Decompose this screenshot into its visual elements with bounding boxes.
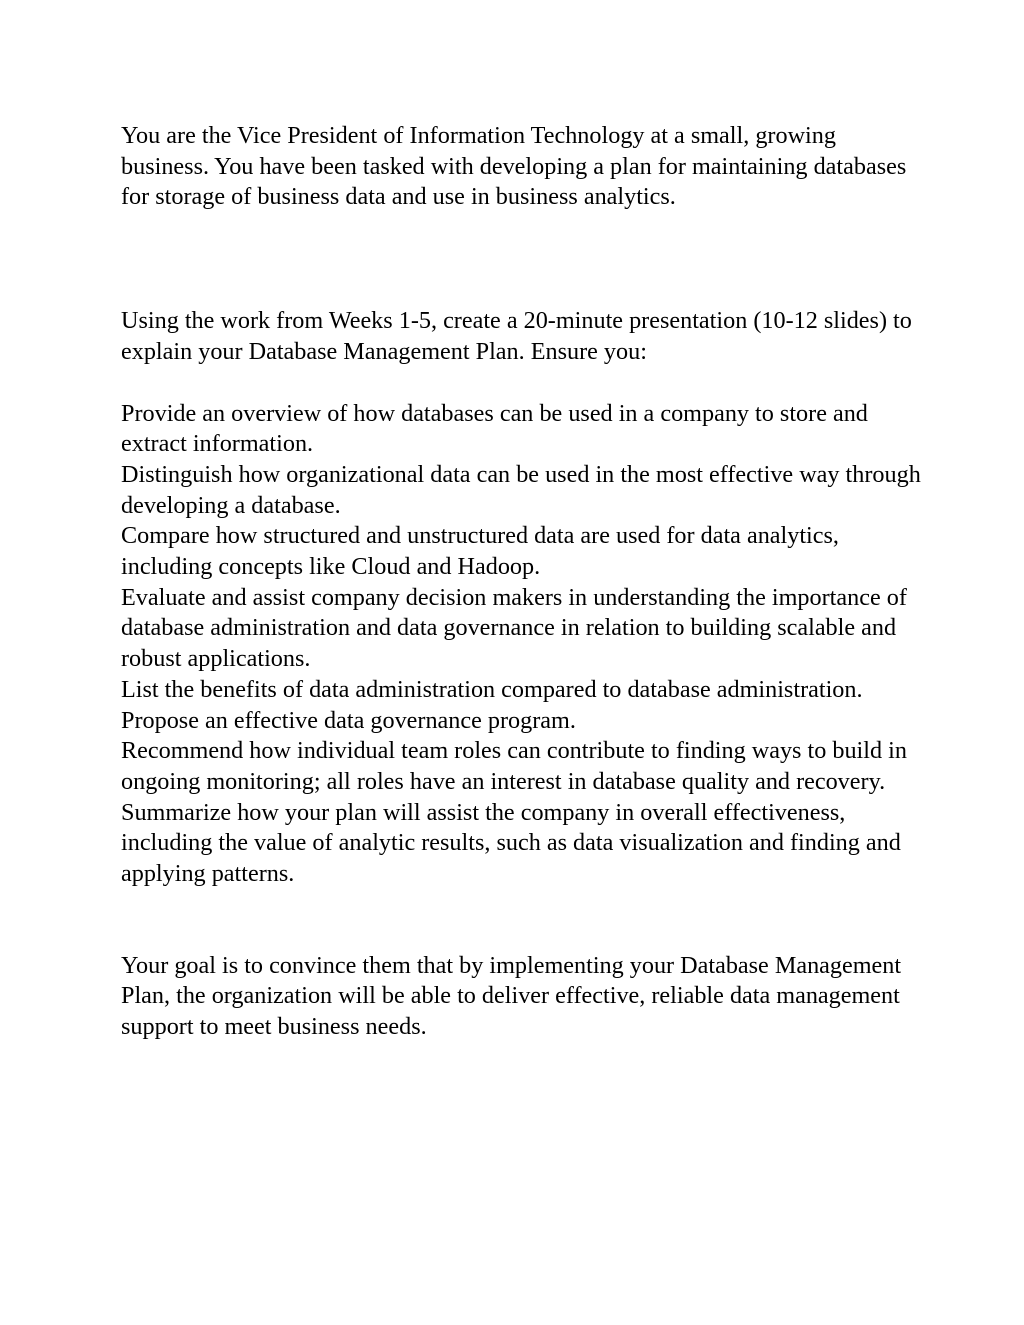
requirement-item: Distinguish how organizational data can be used in the most effective way through developing a database. xyxy=(121,460,921,519)
requirement-item: Provide an overview of how databases can be used in a company to store and extract information. xyxy=(121,399,868,458)
goal-paragraph: Your goal is to convince them that by implementing your Database Management Plan, the organization will be able to deliver effective, reliable data management support to meet business needs. xyxy=(121,951,902,1041)
document-body xyxy=(121,121,921,1043)
instructions-paragraph: Using the work from Weeks 1-5, create a 20-minute presentation (10-12 slides) to explain your Database Management Plan. Ensure you: xyxy=(121,307,912,365)
spacer xyxy=(121,890,921,951)
requirement-item: Propose an effective data governance program. xyxy=(121,706,576,734)
requirement-item: Compare how structured and unstructured data are used for data analytics, including concepts like Cloud and Hadoop. xyxy=(121,522,839,581)
requirement-item: Evaluate and assist company decision makers in understanding the importance of database administration and data governance in relation to building scalable and robust applications. xyxy=(121,583,907,673)
requirement-item: List the benefits of data administration compared to database administration. xyxy=(121,675,863,703)
requirement-item: Summarize how your plan will assist the company in overall effectiveness, including the value of analytic results, such as data visualization and finding and applying patterns. xyxy=(121,798,901,888)
requirement-item: Recommend how individual team roles can contribute to finding ways to build in ongoing monitoring; all roles have an interest in database quality and recovery. xyxy=(121,737,907,795)
spacer xyxy=(121,368,921,399)
requirements-list xyxy=(121,399,921,890)
intro-paragraph: You are the Vice President of Information Technology at a small, growing business. You have been tasked with developing a plan for maintaining databases for storage of business data and use in business analytics. xyxy=(121,122,907,211)
spacer xyxy=(121,213,921,306)
